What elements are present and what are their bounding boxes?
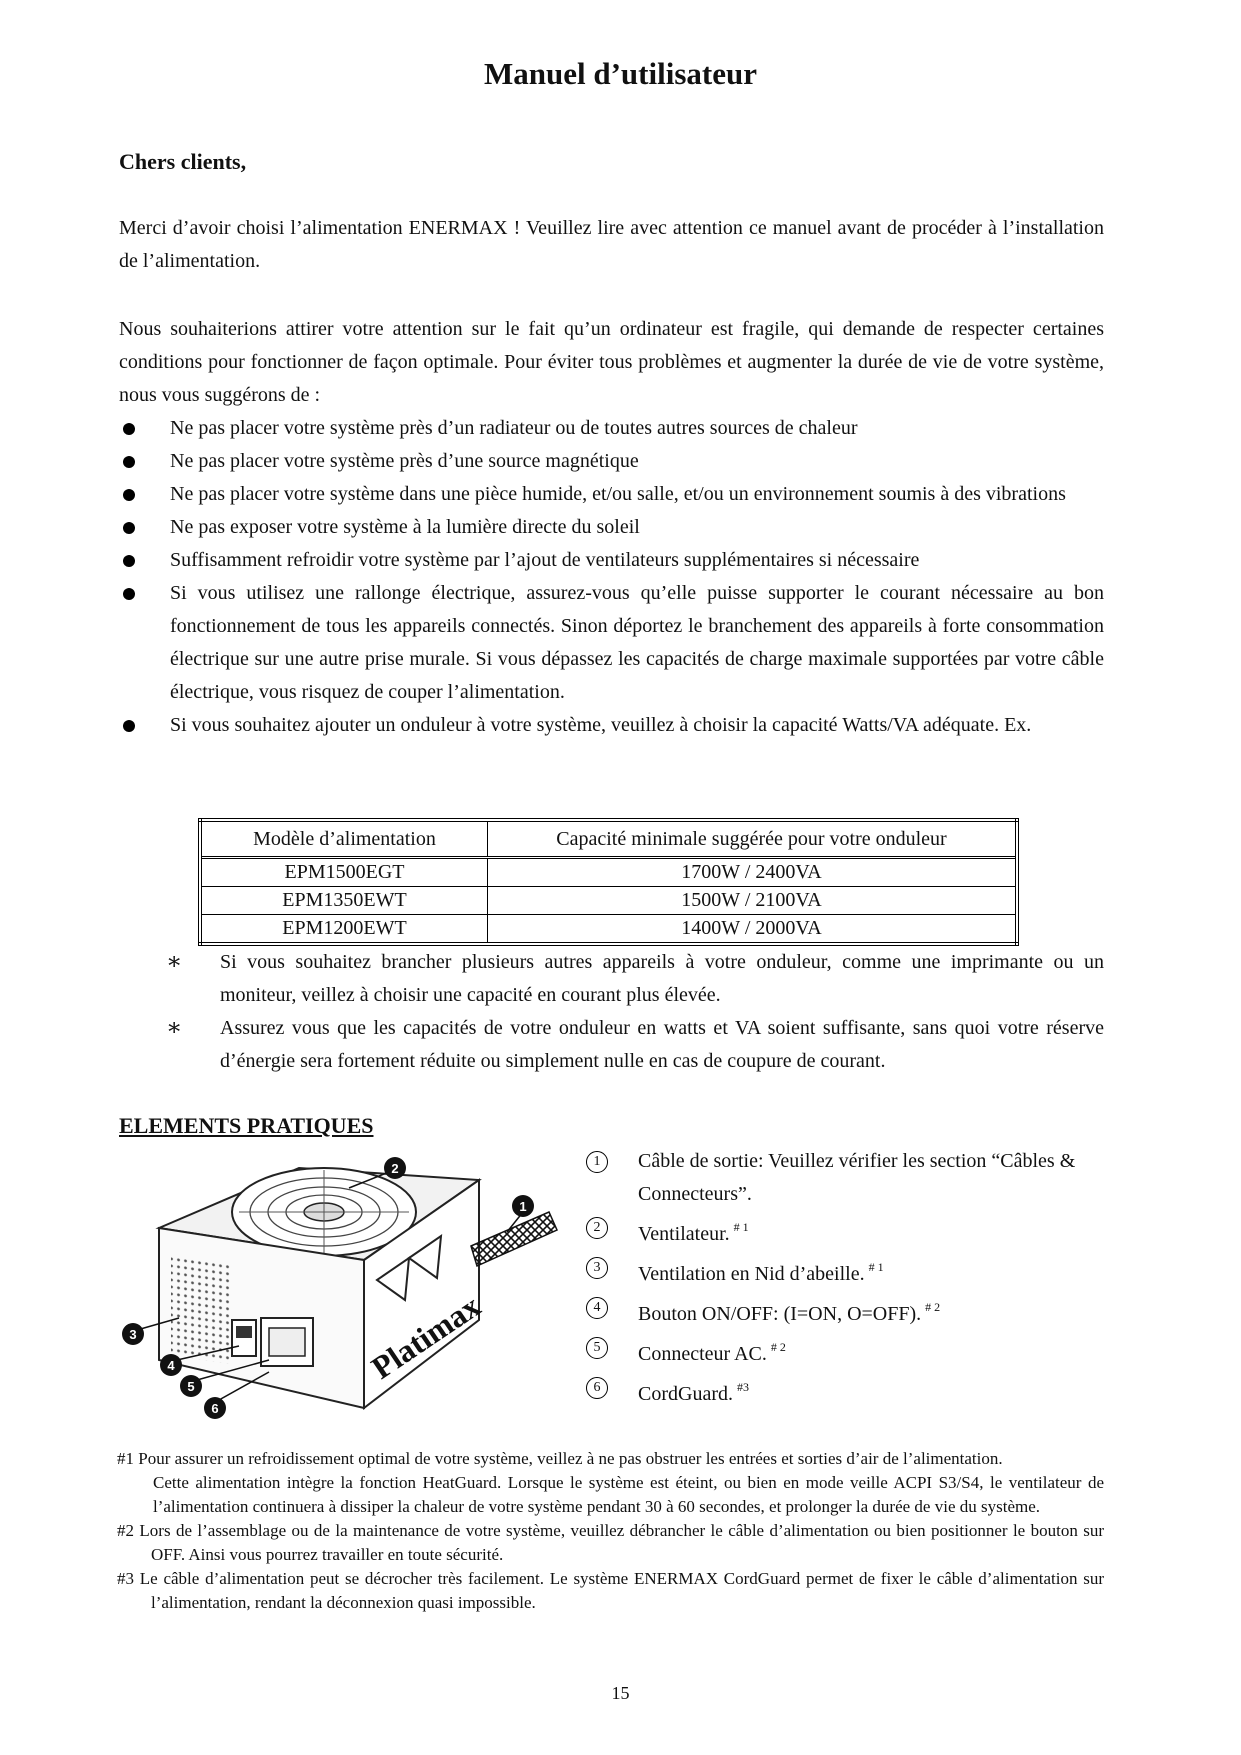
table-cell: EPM1350EWT	[200, 887, 488, 915]
asterisk-notes	[166, 946, 1104, 1078]
list-item: 3 Ventilation en Nid d’abeille. $^{\# 1}$	[586, 1251, 1106, 1291]
asterisk-icon: ∗	[166, 949, 183, 975]
table-header-cell: Modèle d’alimentation	[200, 820, 488, 858]
table-cell: EPM1200EWT	[200, 915, 488, 945]
footnote-ref: # 1	[733, 1220, 749, 1234]
greeting: Chers clients,	[119, 149, 247, 174]
callout-6-icon	[204, 1397, 226, 1419]
list-item: ∗ Assurez vous que les capacités de votre onduleur en watts et VA soient suffisante, sans quoi votre réserve d’énergie sera fortement réduite ou simplement nulle en cas de coupure de courant.	[166, 1012, 1104, 1078]
svg-text:5: 5	[187, 1379, 195, 1394]
bullet-icon	[123, 456, 135, 468]
list-item: 6 CordGuard. $^{\#3}$	[586, 1371, 1106, 1411]
asterisk-icon: ∗	[166, 1015, 183, 1041]
table-header-cell: Capacité minimale suggérée pour votre onduleur	[488, 820, 1018, 858]
table-cell: 1700W / 2400VA	[488, 858, 1018, 887]
intro-paragraph: Merci d’avoir choisi l’alimentation ENERMAX ! Veuillez lire avec attention ce manuel avant de procéder à l’installation de l’alimentation.	[119, 217, 1104, 272]
table-cell: 1400W / 2000VA	[488, 915, 1018, 945]
footnote-ref: #3	[736, 1380, 749, 1394]
list-item: 4 Bouton ON/OFF: (I=ON, O=OFF). $^{\# 2}$	[586, 1291, 1106, 1331]
bullet-icon	[123, 489, 135, 501]
table-header-row	[200, 820, 1017, 858]
list-item: Ne pas placer votre système près d’une source magnétique	[119, 445, 1104, 478]
callout-2-icon	[384, 1157, 406, 1179]
bullet-icon	[123, 423, 135, 435]
bullet-icon	[123, 555, 135, 567]
footnote-1: #1 Pour assurer un refroidissement optimal de votre système, veillez à ne pas obstruer les entrées et sorties d’air de l’alimentation.	[117, 1449, 1003, 1468]
ups-capacity-table	[198, 818, 1019, 946]
table-row	[200, 887, 1017, 915]
footnote-ref: # 1	[868, 1260, 884, 1274]
list-item: 5 Connecteur AC. $^{\# 2}$	[586, 1331, 1106, 1371]
callout-3-icon	[122, 1323, 144, 1345]
table-row	[200, 915, 1017, 945]
number-circle-icon: 4	[586, 1297, 608, 1319]
list-item: Si vous souhaitez ajouter un onduleur à votre système, veuillez à choisir la capacité Watts/VA adéquate. Ex.	[119, 709, 1104, 742]
svg-text:6: 6	[211, 1401, 219, 1416]
table-cell: EPM1500EGT	[200, 858, 488, 887]
footnote-3: #3 Le câble d’alimentation peut se décrocher très facilement. Le système ENERMAX CordGuard permet de fixer le câble d’alimentation sur l’alimentation, rendant la déconnexion quasi impossible.	[117, 1569, 1104, 1612]
bullet-icon	[123, 588, 135, 600]
page-title: Manuel d’utilisateur	[484, 56, 757, 91]
advice-intro-paragraph: Nous souhaiterions attirer votre attention sur le fait qu’un ordinateur est fragile, qui demande de respecter certaines conditions pour fonctionner de façon optimale. Pour éviter tous problèmes et augmenter la durée de vie de votre système, nous vous suggérons de :	[119, 318, 1104, 406]
footnotes	[117, 1447, 1104, 1615]
features-list	[586, 1145, 1106, 1411]
svg-text:2: 2	[391, 1161, 399, 1176]
list-item: 1 Câble de sortie: Veuillez vérifier les section “Câbles & Connecteurs”.	[586, 1145, 1106, 1211]
bullet-icon	[123, 720, 135, 732]
list-item: Ne pas exposer votre système à la lumière directe du soleil	[119, 511, 1104, 544]
table-row	[200, 858, 1017, 887]
list-item: Ne pas placer votre système près d’un radiateur ou de toutes autres sources de chaleur	[119, 412, 1104, 445]
number-circle-icon: 3	[586, 1257, 608, 1279]
bullet-icon	[123, 522, 135, 534]
list-item: Si vous utilisez une rallonge électrique, assurez-vous qu’elle puisse supporter le courant nécessaire au bon fonctionnement de tous les appareils connectés. Sinon déportez le branchement des appareils à forte consommation électrique sur une autre prise murale. Si vous dépassez les capacités de charge maximale supportées par votre câble électrique, vous risquez de couper l’alimentation.	[119, 577, 1104, 709]
psu-illustration	[119, 1150, 579, 1440]
footnote-ref: # 2	[925, 1300, 941, 1314]
section-title: ELEMENTS PRATIQUES	[119, 1113, 374, 1138]
list-item: 2 Ventilateur. $^{\# 1}$	[586, 1211, 1106, 1251]
footnote-ref: # 2	[770, 1340, 786, 1354]
number-circle-icon: 6	[586, 1377, 608, 1399]
page-number: 15	[611, 1683, 630, 1703]
callout-1-icon	[512, 1195, 534, 1217]
footnote-1-extra: Cette alimentation intègre la fonction HeatGuard. Lorsque le système est éteint, ou bien en mode veille ACPI S3/S4, le ventilateur de l’alimentation continuera à dissiper la chaleur de votre système pendant 30 à 60 secondes, et prolonger la durée de vie du système.	[153, 1473, 1104, 1516]
list-item: Ne pas placer votre système dans une pièce humide, et/ou salle, et/ou un environnement soumis à des vibrations	[119, 478, 1104, 511]
list-item: ∗ Si vous souhaitez brancher plusieurs autres appareils à votre onduleur, comme une imprimante ou un moniteur, veillez à choisir une capacité en courant plus élevée.	[166, 946, 1104, 1012]
svg-text:4: 4	[167, 1358, 175, 1373]
psu-brand-label: Platimax	[364, 1287, 487, 1386]
list-item: Suffisamment refroidir votre système par l’ajout de ventilateurs supplémentaires si nécessaire	[119, 544, 1104, 577]
callout-5-icon	[180, 1375, 202, 1397]
advice-list	[119, 412, 1104, 742]
svg-text:1: 1	[519, 1199, 527, 1214]
number-circle-icon: 2	[586, 1217, 608, 1239]
svg-text:3: 3	[129, 1327, 137, 1342]
footnote-2: #2 Lors de l’assemblage ou de la maintenance de votre système, veuillez débrancher le câble d’alimentation ou bien positionner le bouton sur OFF. Ainsi vous pourrez travailler en toute sécurité.	[117, 1521, 1104, 1564]
table-cell: 1500W / 2100VA	[488, 887, 1018, 915]
number-circle-icon: 1	[586, 1151, 608, 1173]
callout-4-icon	[160, 1354, 182, 1376]
number-circle-icon: 5	[586, 1337, 608, 1359]
